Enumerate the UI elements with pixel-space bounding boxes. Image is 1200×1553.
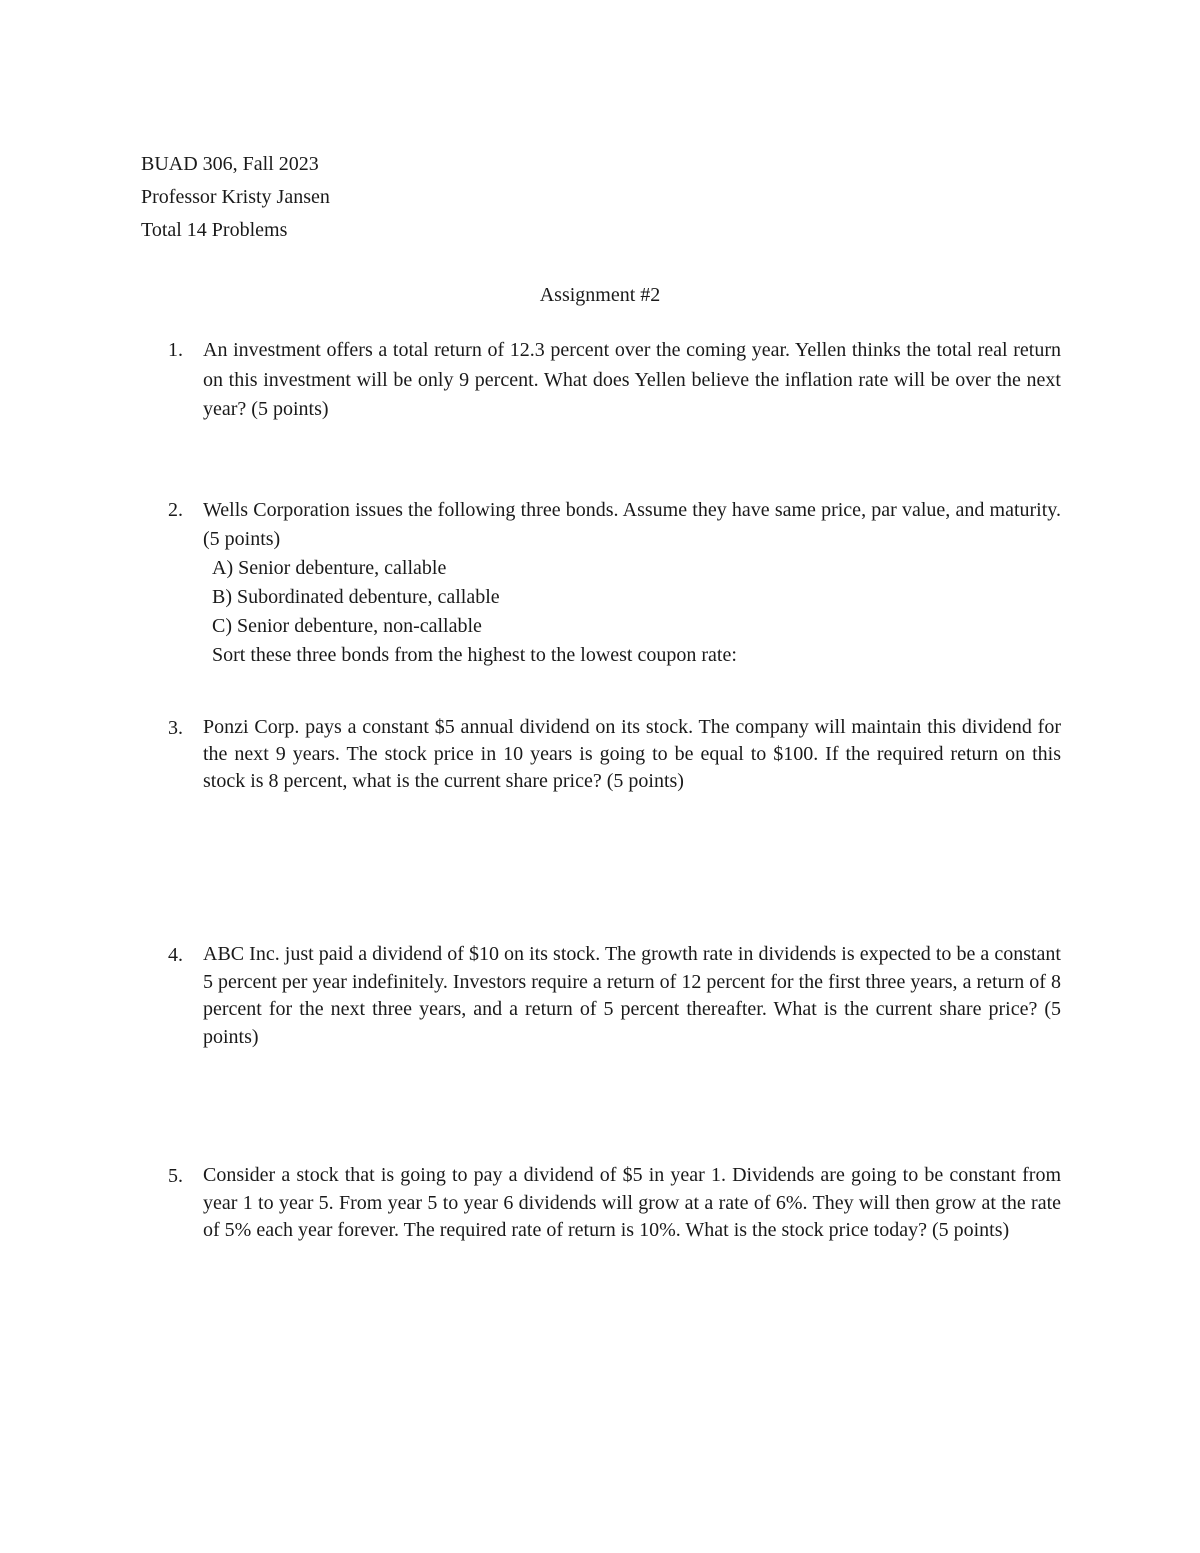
question-number: 5.: [168, 1165, 183, 1187]
bond-option-b: B) Subordinated debenture, callable: [212, 586, 500, 608]
question-body: ABC Inc. just paid a dividend of $10 on its stock. The growth rate in dividends is expected to be a constant 5 percent per year indefinitely. Investors require a return of 12 percent for the first three years, a return of 8 percent for the next three years, and a return of 5 percent thereafter. What is the current share price? (5 points): [203, 943, 1061, 1048]
question-body: Ponzi Corp. pays a constant $5 annual dividend on its stock. The company will maintain this dividend for the next 9 years. The stock price in 10 years is going to be equal to $100. If the required return on this stock is 8 percent, what is the current share price? (5 points): [203, 716, 1061, 792]
question-text: [203, 941, 1061, 1051]
question-number: 2.: [168, 499, 183, 521]
total-problems-line: Total 14 Problems: [141, 219, 288, 241]
question-text: [203, 1162, 1061, 1245]
question-2: [141, 496, 1061, 670]
question-text: [203, 714, 1061, 795]
question-body: Wells Corporation issues the following three bonds. Assume they have same price, par value, and maturity. (5 points): [203, 499, 1061, 550]
bond-option-a: A) Senior debenture, callable: [212, 557, 447, 579]
question-number: 1.: [168, 339, 183, 361]
question-body: Consider a stock that is going to pay a dividend of $5 in year 1. Dividends are going to be constant from year 1 to year 5. From year 5 to year 6 dividends will grow at a rate of 6%. They will then grow at the rate of 5% each year forever. The required rate of return is 10%. What is the stock price today? (5 points): [203, 1164, 1061, 1241]
sort-instruction: Sort these three bonds from the highest to the lowest coupon rate:: [212, 644, 737, 666]
bond-option-c: C) Senior debenture, non-callable: [212, 615, 482, 637]
question-text: [203, 336, 1061, 425]
question-1: [141, 336, 1061, 425]
question-body: An investment offers a total return of 12.3 percent over the coming year. Yellen thinks the total real return on this investment will be only 9 percent. What does Yellen believe the inflation rate will be over the next year? (5 points): [203, 339, 1061, 420]
question-5: [141, 1162, 1061, 1245]
assignment-title: Assignment #2: [539, 284, 661, 306]
question-text: [203, 496, 1061, 670]
question-3: [141, 714, 1061, 795]
course-line: BUAD 306, Fall 2023: [141, 153, 319, 175]
question-number: 3.: [168, 717, 183, 739]
question-4: [141, 941, 1061, 1051]
question-number: 4.: [168, 944, 183, 966]
professor-line: Professor Kristy Jansen: [141, 186, 330, 208]
